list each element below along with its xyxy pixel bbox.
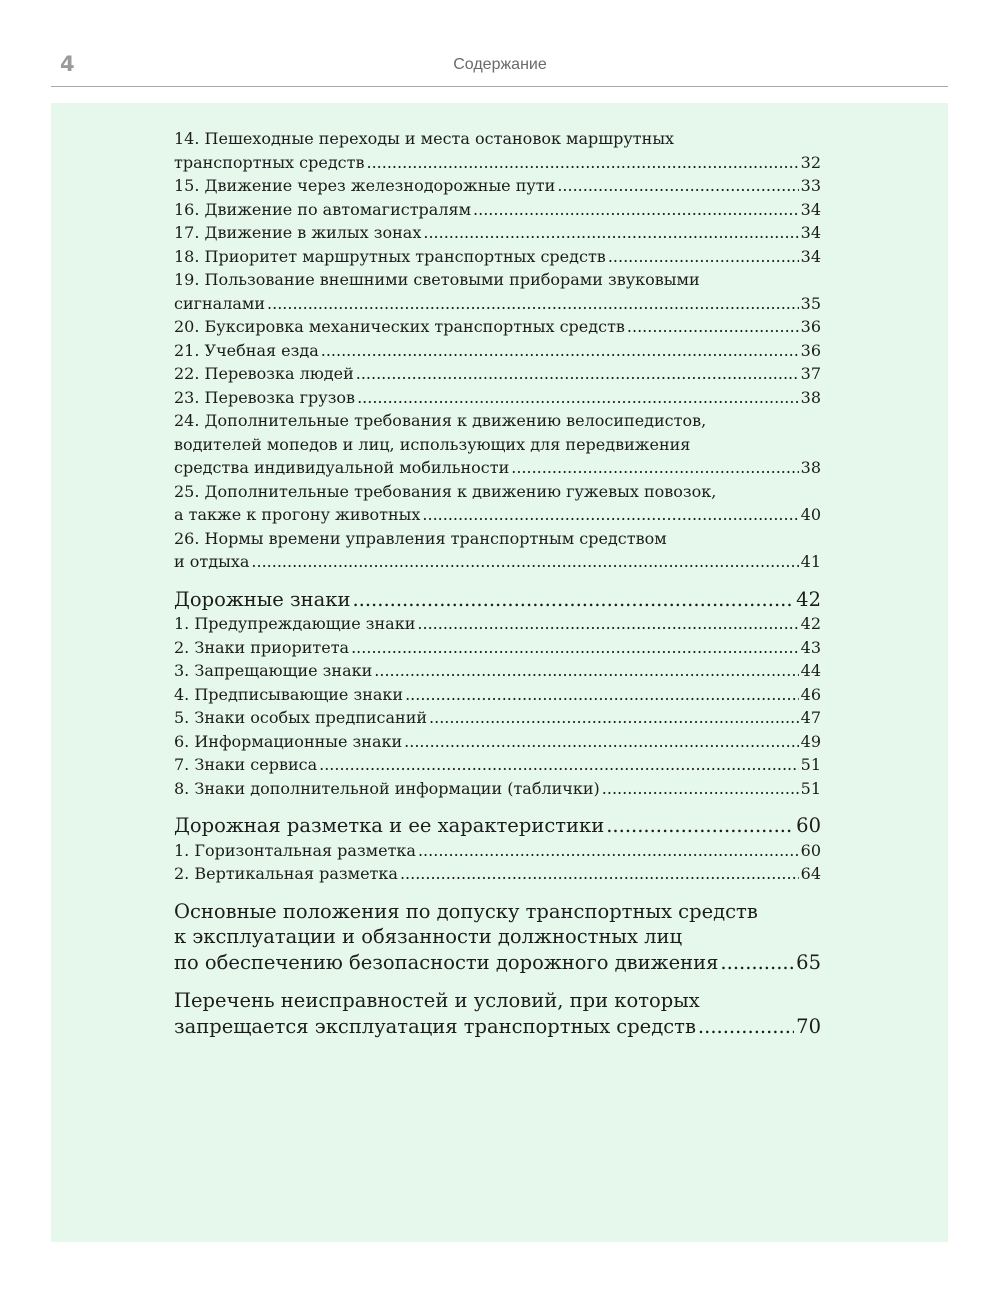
table-of-contents — [174, 127, 821, 1039]
dot-leader — [404, 730, 798, 754]
page-number: 4 — [60, 52, 75, 76]
dot-leader — [418, 839, 799, 863]
toc-entry-title: запрещается эксплуатация транспортных средств — [174, 1014, 696, 1038]
dot-leader — [557, 174, 798, 198]
toc-page-number: 43 — [800, 637, 821, 657]
toc-section-entry[interactable] — [174, 587, 821, 613]
toc-entry-title: транспортных средств — [174, 152, 365, 172]
toc-page-number: 38 — [800, 458, 821, 477]
toc-entry-title: 17. Движение в жилых зонах — [174, 223, 422, 242]
toc-entry[interactable] — [174, 612, 821, 636]
dot-leader — [367, 151, 799, 175]
dot-leader — [423, 221, 798, 245]
dot-leader — [606, 813, 794, 839]
toc-page-number: 42 — [796, 587, 821, 611]
toc-page-number: 70 — [796, 1014, 821, 1038]
toc-entry-title: по обеспечению безопасности дорожного движения — [174, 950, 719, 974]
toc-entry-title: Перечень неисправностей и условий, при которых — [174, 989, 700, 1012]
toc-spacer — [174, 975, 821, 988]
toc-entry-title: 8. Знаки дополнительной информации (таблички) — [174, 778, 600, 798]
toc-page-number: 34 — [800, 246, 821, 266]
toc-section-entry[interactable] — [174, 988, 821, 1039]
toc-entry[interactable] — [174, 636, 821, 660]
toc-page-number: 34 — [800, 199, 821, 219]
toc-entry-title: а также к прогону животных — [174, 505, 421, 524]
running-header-title: Содержание — [453, 56, 547, 73]
toc-entry[interactable] — [174, 315, 821, 339]
toc-entry[interactable] — [174, 480, 821, 527]
toc-entry-title: 19. Пользование внешними световыми приборами звуковыми — [174, 270, 700, 289]
dot-leader — [698, 1014, 794, 1040]
toc-page-number: 60 — [800, 840, 821, 860]
toc-entry-title: 7. Знаки сервиса — [174, 755, 318, 774]
dot-leader — [627, 315, 799, 339]
toc-entry-title: 2. Знаки приоритета — [174, 637, 350, 657]
toc-entry-title: 16. Движение по автомагистралям — [174, 199, 472, 219]
toc-entry[interactable] — [174, 268, 821, 315]
toc-entry[interactable] — [174, 683, 821, 707]
toc-entry-title: 23. Перевозка грузов — [174, 387, 356, 407]
toc-entry-title: 25. Дополнительные требования к движению гужевых повозок, — [174, 481, 717, 501]
dot-leader — [400, 862, 799, 886]
dot-leader — [356, 362, 799, 386]
toc-entry-title: 22. Перевозка людей — [174, 364, 354, 383]
toc-page-number: 37 — [800, 364, 821, 383]
toc-entry-title: Дорожная разметка и ее характеристики — [174, 814, 605, 837]
dot-leader — [357, 386, 799, 410]
toc-entry-title: 5. Знаки особых предписаний — [174, 708, 428, 727]
toc-entry-title: Основные положения по допуску транспортных средств — [174, 899, 758, 923]
toc-page-number: 46 — [800, 684, 821, 704]
toc-page-number: 51 — [800, 778, 821, 798]
dot-leader — [351, 636, 799, 660]
toc-page-number: 60 — [796, 814, 821, 837]
toc-entry-title: к эксплуатации и обязанности должностных лиц — [174, 925, 683, 948]
toc-section-entry[interactable] — [174, 899, 821, 976]
toc-page-number: 33 — [800, 176, 821, 195]
toc-page-number: 38 — [800, 387, 821, 407]
toc-page-number: 51 — [800, 755, 821, 774]
toc-entry[interactable] — [174, 221, 821, 245]
toc-entry-title: 3. Запрещающие знаки — [174, 661, 373, 680]
toc-page-number: 34 — [800, 223, 821, 242]
toc-entry-title: 18. Приоритет маршрутных транспортных средств — [174, 246, 606, 266]
toc-entry-title: 1. Предупреждающие знаки — [174, 614, 416, 633]
toc-entry[interactable] — [174, 174, 821, 198]
dot-leader — [608, 245, 799, 269]
toc-entry[interactable] — [174, 862, 821, 886]
toc-section-entry[interactable] — [174, 813, 821, 839]
dot-leader — [321, 339, 799, 363]
toc-entry[interactable] — [174, 527, 821, 574]
toc-page-number: 32 — [800, 152, 821, 172]
toc-spacer — [174, 800, 821, 813]
toc-page-number: 36 — [800, 340, 821, 360]
toc-page-number: 64 — [800, 864, 821, 883]
toc-entry[interactable] — [174, 409, 821, 480]
toc-entry-title: Дорожные знаки — [174, 587, 351, 611]
dot-leader — [251, 550, 798, 574]
toc-entry-title: и отдыха — [174, 552, 250, 571]
toc-page-number: 40 — [800, 505, 821, 524]
toc-entry-title: 14. Пешеходные переходы и места остановок маршрутных — [174, 129, 675, 148]
dot-leader — [473, 198, 799, 222]
toc-entry-title: 15. Движение через железнодорожные пути — [174, 176, 556, 195]
dot-leader — [319, 753, 799, 777]
toc-page-number: 65 — [796, 950, 821, 974]
toc-spacer — [174, 886, 821, 899]
toc-entry-title: 6. Информационные знаки — [174, 731, 403, 751]
toc-entry-title: 2. Вертикальная разметка — [174, 864, 398, 883]
dot-leader — [417, 612, 798, 636]
header-divider — [51, 86, 948, 87]
toc-entry[interactable] — [174, 245, 821, 269]
toc-page-number: 42 — [800, 614, 821, 633]
dot-leader — [267, 292, 799, 316]
toc-entry[interactable] — [174, 339, 821, 363]
toc-entry[interactable] — [174, 730, 821, 754]
toc-entry[interactable] — [174, 198, 821, 222]
toc-page-number: 44 — [800, 661, 821, 680]
toc-spacer — [174, 574, 821, 587]
toc-entry-title: 20. Буксировка механических транспортных средств — [174, 317, 625, 336]
toc-entry-title: 26. Нормы времени управления транспортным средством — [174, 528, 667, 548]
toc-entry[interactable] — [174, 839, 821, 863]
dot-leader — [720, 950, 794, 976]
toc-page-number: 47 — [800, 708, 821, 727]
toc-entry[interactable] — [174, 659, 821, 683]
toc-page-number: 49 — [800, 731, 821, 751]
toc-entry[interactable] — [174, 127, 821, 174]
dot-leader — [405, 683, 799, 707]
dot-leader — [511, 456, 798, 480]
dot-leader — [602, 777, 799, 801]
toc-entry-title: сигналами — [174, 293, 266, 313]
toc-entry[interactable] — [174, 386, 821, 410]
dot-leader — [374, 659, 798, 683]
dot-leader — [429, 706, 799, 730]
toc-entry-title: средства индивидуальной мобильности — [174, 458, 510, 477]
toc-entry[interactable] — [174, 706, 821, 730]
toc-entry-title: 24. Дополнительные требования к движению велосипедистов, — [174, 411, 707, 430]
dot-leader — [422, 503, 798, 527]
toc-page-number: 41 — [800, 552, 821, 571]
toc-entry[interactable] — [174, 362, 821, 386]
toc-entry-title: 4. Предписывающие знаки — [174, 684, 404, 704]
dot-leader — [352, 587, 794, 613]
toc-entry-title: 21. Учебная езда — [174, 340, 319, 360]
toc-entry[interactable] — [174, 753, 821, 777]
toc-entry-title: водителей мопедов и лиц, использующих для передвижения — [174, 434, 691, 454]
toc-page-number: 36 — [800, 317, 821, 336]
toc-page-number: 35 — [800, 293, 821, 313]
toc-entry-title: 1. Горизонтальная разметка — [174, 840, 416, 860]
toc-entry[interactable] — [174, 777, 821, 801]
